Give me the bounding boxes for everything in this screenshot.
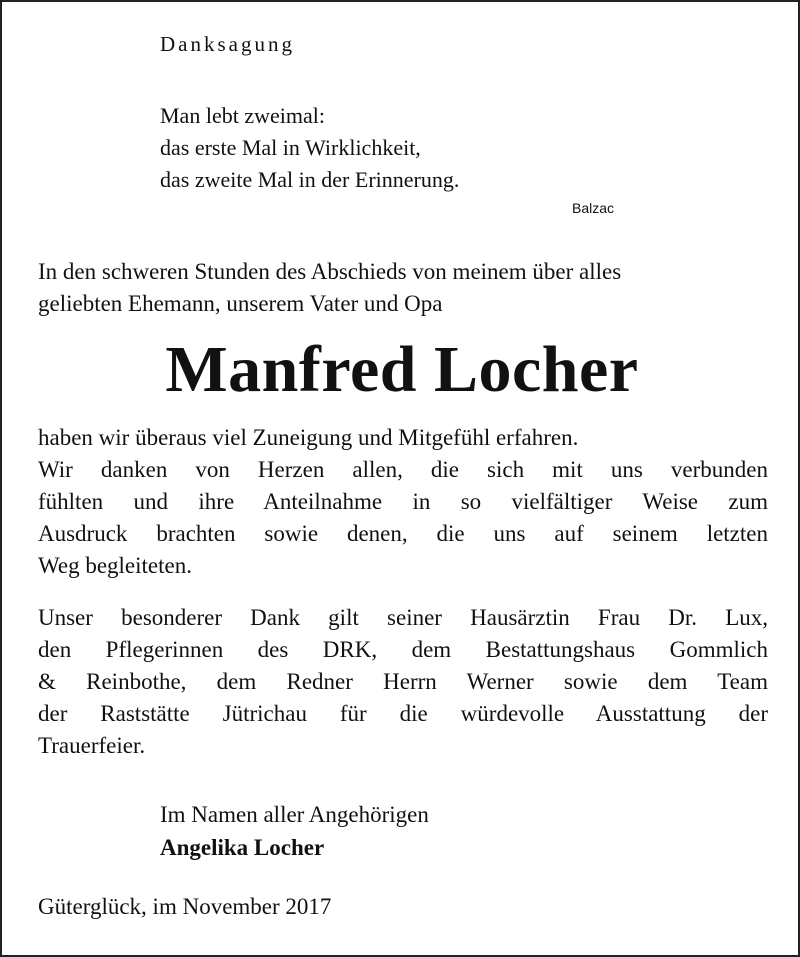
quote-author: Balzac: [572, 200, 615, 216]
special-thanks-line: Trauerfeier.: [38, 733, 146, 758]
thanks-line: Wir danken von Herzen allen, die sich mit uns verbunden: [38, 457, 768, 482]
place-and-date: Güterglück, im November 2017: [38, 894, 332, 919]
thanks-line: haben wir überaus viel Zuneigung und Mitgefühl erfahren.: [38, 425, 579, 450]
quote-line: das erste Mal in Wirklichkeit,: [160, 135, 421, 160]
quote-line: das zweite Mal in der Erinnerung.: [160, 167, 460, 192]
thanks-line: fühlten und ihre Anteilnahme in so vielfältiger Weise zum: [38, 489, 768, 514]
quote-block: [160, 100, 459, 196]
notice-heading: Danksagung: [160, 32, 295, 56]
quote-line: Man lebt zweimal:: [160, 103, 325, 128]
signature-block: [160, 798, 429, 864]
intro-paragraph: [38, 256, 768, 320]
special-thanks-paragraph: [38, 602, 768, 762]
deceased-name: Manfred Locher: [165, 333, 639, 406]
thanks-paragraph: [38, 422, 768, 582]
special-thanks-line: den Pflegerinnen des DRK, dem Bestattungshaus Gommlich: [38, 637, 768, 662]
intro-line: geliebten Ehemann, unserem Vater und Opa: [38, 291, 443, 316]
thanks-line: Ausdruck brachten sowie denen, die uns auf seinem letzten: [38, 521, 768, 546]
special-thanks-line: Unser besonderer Dank gilt seiner Hausärztin Frau Dr. Lux,: [38, 605, 768, 630]
thanks-line: Weg begleiteten.: [38, 553, 192, 578]
signer-name: Angelika Locher: [160, 835, 325, 860]
on-behalf-text: Im Namen aller Angehörigen: [160, 802, 429, 827]
special-thanks-line: & Reinbothe, dem Redner Herrn Werner sowie dem Team: [38, 669, 768, 694]
special-thanks-line: der Raststätte Jütrichau für die würdevolle Ausstattung der: [38, 701, 768, 726]
intro-line: In den schweren Stunden des Abschieds von meinem über alles: [38, 259, 622, 284]
